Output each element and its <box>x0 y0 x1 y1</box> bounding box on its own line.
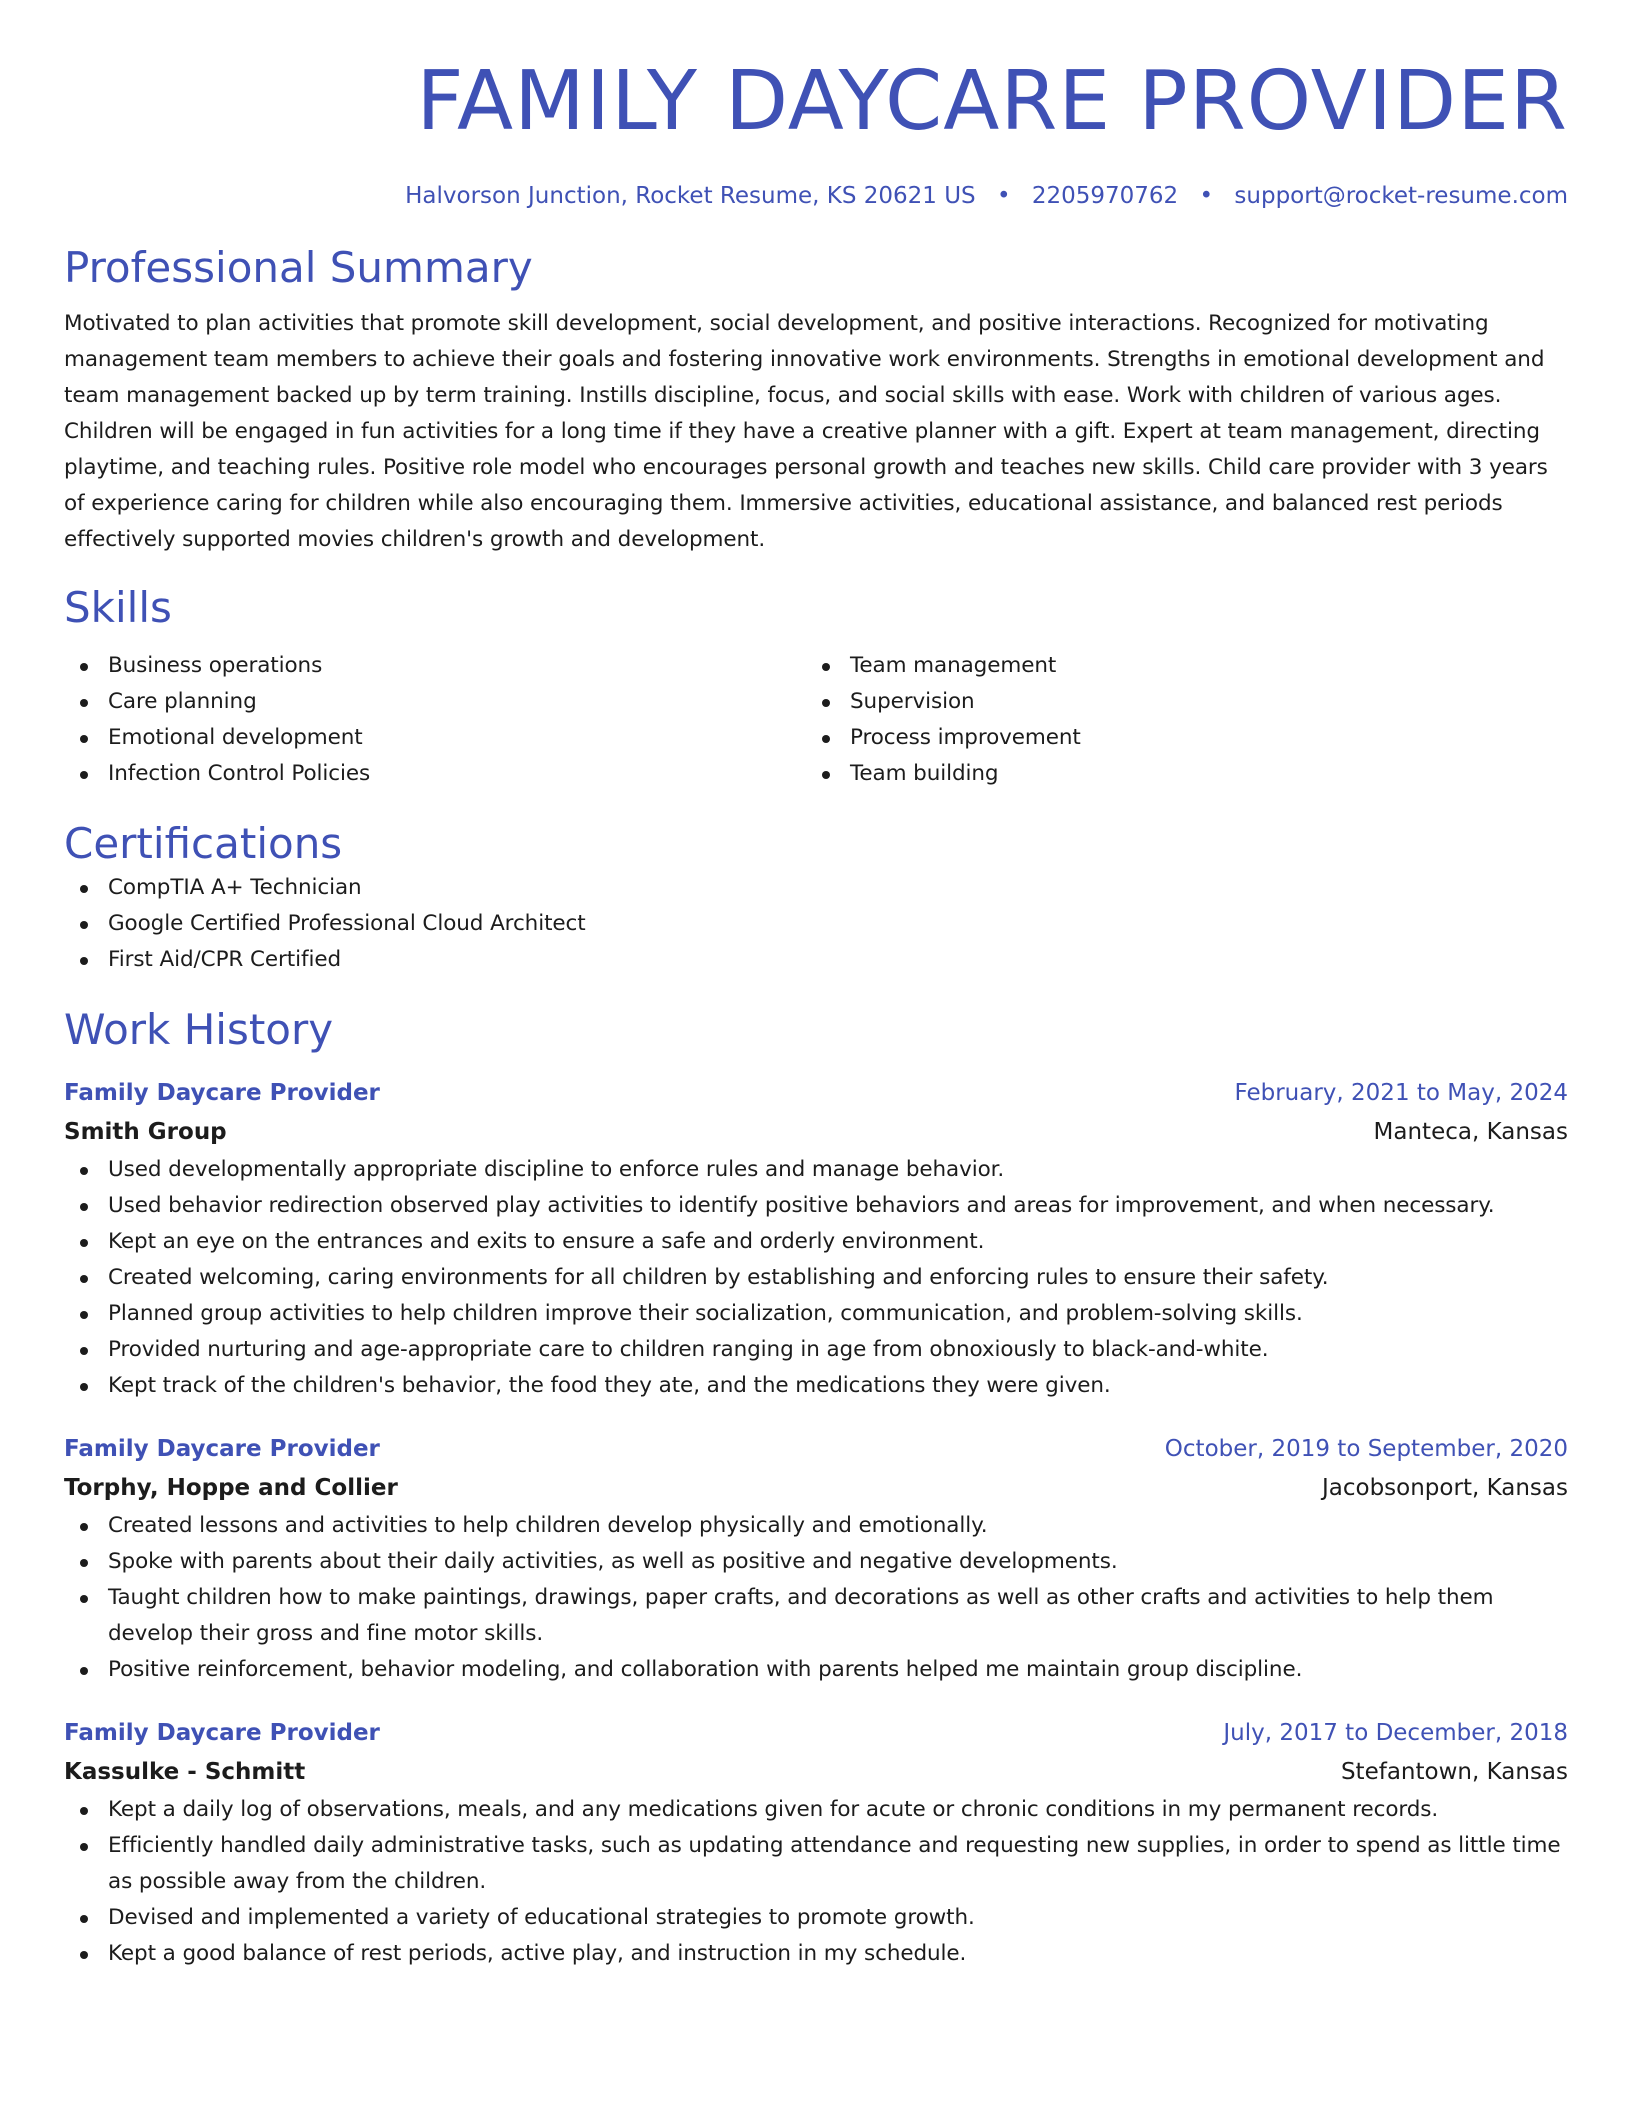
contact-address: Halvorson Junction, Rocket Resume, KS 20621 US <box>405 183 976 209</box>
job-company: Kassulke - Schmitt <box>64 1759 306 1785</box>
bullet-dot-icon <box>80 1203 88 1211</box>
resume-name-heading: FAMILY DAYCARE PROVIDER <box>416 54 1568 149</box>
bullet-dot-icon <box>80 957 88 965</box>
job-duty-item <box>64 1828 1568 1900</box>
skill-item <box>806 720 1548 756</box>
job-duty-text: Planned group activities to help children improve their socialization, communication, and problem-solving skills. <box>108 1301 1303 1326</box>
skill-label: Business operations <box>108 653 323 678</box>
job-location: Jacobsonport, Kansas <box>1321 1475 1568 1501</box>
job-header-row <box>64 1430 1568 1468</box>
job-duties-list <box>64 1508 1568 1688</box>
skill-item <box>806 648 1548 684</box>
skills-list-left <box>64 648 806 792</box>
work-history-section-title: Work History <box>64 1005 334 1054</box>
job-duty-item <box>64 1332 1568 1368</box>
bullet-dot-icon <box>80 1667 88 1675</box>
skill-label: Process improvement <box>850 725 1081 750</box>
job-header-row <box>64 1074 1568 1112</box>
skill-item <box>64 756 806 792</box>
skill-item <box>64 720 806 756</box>
bullet-dot-icon <box>822 699 830 707</box>
skill-label: Infection Control Policies <box>108 761 371 786</box>
job-duty-item <box>64 1544 1568 1580</box>
certification-item <box>64 942 1568 978</box>
bullet-dot-icon <box>80 1239 88 1247</box>
job-company-row <box>64 1468 1568 1508</box>
job-duty-text: Positive reinforcement, behavior modeling, and collaboration with parents helped me maintain group discipline. <box>108 1657 1303 1682</box>
certification-item <box>64 870 1568 906</box>
job-duties-list <box>64 1152 1568 1404</box>
job-dates: July, 2017 to December, 2018 <box>1223 1720 1568 1746</box>
skills-column-left <box>64 648 806 792</box>
bullet-dot-icon <box>80 1843 88 1851</box>
job-company-row <box>64 1112 1568 1152</box>
bullet-dot-icon <box>80 1311 88 1319</box>
skill-label: Team management <box>850 653 1057 678</box>
job-duty-text: Created welcoming, caring environments for all children by establishing and enforcing rules to ensure their safety. <box>108 1265 1329 1290</box>
skill-item <box>806 756 1548 792</box>
certifications-section-title: Certifications <box>64 819 343 868</box>
job-duty-item <box>64 1296 1568 1332</box>
job-dates: February, 2021 to May, 2024 <box>1234 1080 1568 1106</box>
bullet-dot-icon <box>80 1383 88 1391</box>
bullet-dot-icon <box>80 735 88 743</box>
skill-label: Care planning <box>108 689 257 714</box>
bullet-dot-icon <box>80 1915 88 1923</box>
job-duty-text: Spoke with parents about their daily activities, as well as positive and negative developments. <box>108 1549 1118 1574</box>
job-duty-text: Kept a daily log of observations, meals, and any medications given for acute or chronic conditions in my permanent records. <box>108 1797 1439 1822</box>
job-duty-text: Created lessons and activities to help children develop physically and emotionally. <box>108 1513 988 1538</box>
job-duty-text: Taught children how to make paintings, drawings, paper crafts, and decorations as well as other crafts and activities to help them develop their gross and fine motor skills. <box>108 1585 1494 1646</box>
job-entry <box>64 1074 1568 1404</box>
job-company: Torphy, Hoppe and Collier <box>64 1475 398 1501</box>
bullet-dot-icon <box>80 885 88 893</box>
contact-line <box>64 180 1568 212</box>
skills-list-right <box>806 648 1548 792</box>
job-duty-item <box>64 1508 1568 1544</box>
contact-separator: • <box>996 183 1011 209</box>
job-duty-item <box>64 1936 1568 1972</box>
job-duty-item <box>64 1224 1568 1260</box>
bullet-dot-icon <box>80 1167 88 1175</box>
job-duty-item <box>64 1152 1568 1188</box>
bullet-dot-icon <box>80 1559 88 1567</box>
certification-label: CompTIA A+ Technician <box>108 875 362 900</box>
bullet-dot-icon <box>80 1523 88 1531</box>
job-duty-text: Kept a good balance of rest periods, active play, and instruction in my schedule. <box>108 1941 967 1966</box>
certification-label: First Aid/CPR Certified <box>108 947 342 972</box>
job-company-row <box>64 1752 1568 1792</box>
bullet-dot-icon <box>822 735 830 743</box>
certification-label: Google Certified Professional Cloud Architect <box>108 911 586 936</box>
job-company: Smith Group <box>64 1119 227 1145</box>
job-duty-item <box>64 1188 1568 1224</box>
job-duty-text: Kept track of the children's behavior, the food they ate, and the medications they were given. <box>108 1373 1111 1398</box>
contact-phone: 2205970762 <box>1031 183 1179 209</box>
bullet-dot-icon <box>822 663 830 671</box>
skill-item <box>64 684 806 720</box>
job-header-row <box>64 1714 1568 1752</box>
job-duties-list <box>64 1792 1568 1972</box>
summary-text: Motivated to plan activities that promote skill development, social development, and positive interactions. Recognized for motivating management team members to achieve their goals and fostering innovative work environments. Strengths in emotional development and team management backed up by term training. Instills discipline, focus, and social skills with ease. Work with children of various ages. Children will be engaged in fun activities for a long time if they have a creative planner with a gift. Expert at team management, directing playtime, and teaching rules. Positive role model who encourages personal growth and teaches new skills. Child care provider with 3 years of experience caring for children while also encouraging them. Immersive activities, educational assistance, and balanced rest periods effectively supported movies children's growth and development. <box>64 311 1548 552</box>
bullet-dot-icon <box>80 1595 88 1603</box>
skills-column-right <box>806 648 1548 792</box>
job-duty-text: Efficiently handled daily administrative tasks, such as updating attendance and requesting new supplies, in order to spend as little time as possible away from the children. <box>108 1833 1561 1894</box>
skill-label: Emotional development <box>108 725 363 750</box>
bullet-dot-icon <box>80 699 88 707</box>
job-title: Family Daycare Provider <box>64 1080 380 1106</box>
contact-separator: • <box>1199 183 1214 209</box>
job-duty-item <box>64 1792 1568 1828</box>
skill-item <box>806 684 1548 720</box>
job-duty-text: Devised and implemented a variety of educational strategies to promote growth. <box>108 1905 975 1930</box>
job-duty-item <box>64 1652 1568 1688</box>
job-duty-text: Kept an eye on the entrances and exits to ensure a safe and orderly environment. <box>108 1229 985 1254</box>
bullet-dot-icon <box>80 1347 88 1355</box>
job-duty-item <box>64 1900 1568 1936</box>
certifications-list <box>64 870 1568 978</box>
job-duty-item <box>64 1368 1568 1404</box>
skill-label: Team building <box>850 761 999 786</box>
skill-label: Supervision <box>850 689 975 714</box>
job-duty-text: Used developmentally appropriate discipline to enforce rules and manage behavior. <box>108 1157 1005 1182</box>
job-duty-text: Used behavior redirection observed play activities to identify positive behaviors and areas for improvement, and when necessary. <box>108 1193 1495 1218</box>
bullet-dot-icon <box>80 921 88 929</box>
job-dates: October, 2019 to September, 2020 <box>1164 1436 1568 1462</box>
bullet-dot-icon <box>80 771 88 779</box>
contact-email: support@rocket-resume.com <box>1234 183 1568 209</box>
job-entry <box>64 1714 1568 1972</box>
bullet-dot-icon <box>80 1951 88 1959</box>
job-location: Manteca, Kansas <box>1373 1119 1568 1145</box>
job-duty-text: Provided nurturing and age-appropriate care to children ranging in age from obnoxiously to black-and-white. <box>108 1337 1269 1362</box>
skills-section-title: Skills <box>64 583 172 632</box>
skill-item <box>64 648 806 684</box>
job-title: Family Daycare Provider <box>64 1436 380 1462</box>
bullet-dot-icon <box>822 771 830 779</box>
summary-section-title: Professional Summary <box>64 243 533 292</box>
certification-item <box>64 906 1568 942</box>
job-location: Stefantown, Kansas <box>1340 1759 1568 1785</box>
job-duty-item <box>64 1580 1568 1652</box>
skills-grid <box>64 648 1568 792</box>
bullet-dot-icon <box>80 663 88 671</box>
job-entry <box>64 1430 1568 1688</box>
bullet-dot-icon <box>80 1275 88 1283</box>
bullet-dot-icon <box>80 1807 88 1815</box>
job-duty-item <box>64 1260 1568 1296</box>
job-title: Family Daycare Provider <box>64 1720 380 1746</box>
